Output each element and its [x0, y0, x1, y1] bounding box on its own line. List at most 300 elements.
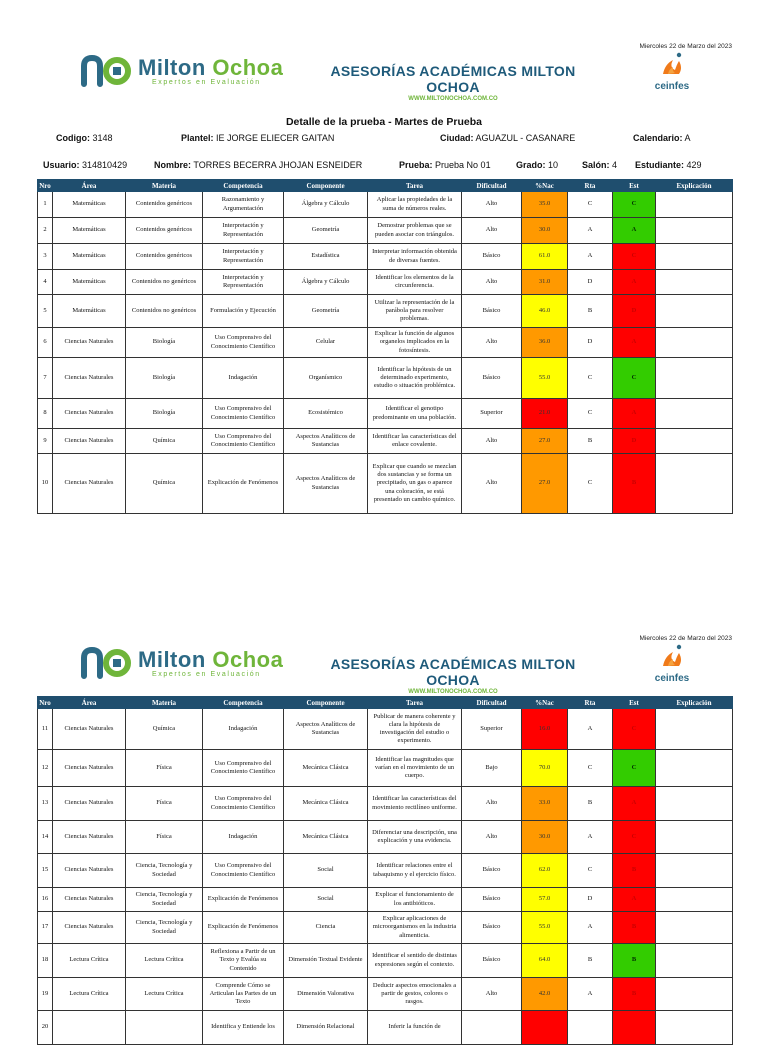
cell-est: A	[613, 787, 656, 821]
column-header: Componente	[284, 697, 368, 709]
milton-ochoa-logo	[80, 54, 283, 88]
cell-materia: Física	[126, 750, 203, 787]
cell-nac: 27.0	[522, 429, 568, 454]
cell-nac: 27.0	[522, 454, 568, 514]
cell-explicacion	[656, 244, 733, 270]
table-row	[38, 429, 733, 454]
table-row	[38, 192, 733, 218]
column-header: Explicación	[656, 180, 733, 192]
cell-explicacion	[656, 821, 733, 854]
info-salon: Salón: 4	[582, 160, 618, 170]
cell-dificultad	[462, 1011, 522, 1045]
cell-area: Matemáticas	[53, 295, 126, 328]
cell-nac: 31.0	[522, 270, 568, 295]
cell-competencia: Indagación	[203, 358, 284, 399]
cell-est: C	[613, 709, 656, 750]
cell-rta: B	[568, 429, 613, 454]
table-row	[38, 218, 733, 244]
report-date: Miercoles 22 de Marzo del 2023	[639, 635, 732, 642]
cell-rta: D	[568, 270, 613, 295]
cell-competencia: Indagación	[203, 709, 284, 750]
cell-area: Matemáticas	[53, 192, 126, 218]
cell-materia: Contenidos no genéricos	[126, 270, 203, 295]
milton-ochoa-logo	[80, 646, 283, 680]
cell-dificultad: Alto	[462, 429, 522, 454]
cell-materia: Contenidos genéricos	[126, 192, 203, 218]
cell-area: Ciencias Naturales	[53, 399, 126, 429]
banner-title: ASESORÍAS ACADÉMICAS MILTON OCHOA	[330, 656, 576, 688]
cell-est	[613, 1011, 656, 1045]
column-header: Dificultad	[462, 180, 522, 192]
cell-dificultad: Básico	[462, 854, 522, 888]
cell-explicacion	[656, 709, 733, 750]
cell-materia: Contenidos genéricos	[126, 218, 203, 244]
banner	[312, 656, 594, 695]
cell-nac: 33.0	[522, 787, 568, 821]
cell-explicacion	[656, 192, 733, 218]
cell-tarea: Identificar relaciones entre el tabaquismo y el ejercicio físico.	[368, 854, 462, 888]
cell-dificultad: Básico	[462, 295, 522, 328]
table-row	[38, 270, 733, 295]
table-row	[38, 978, 733, 1011]
table-row	[38, 750, 733, 787]
info-prueba: Prueba: Prueba No 01	[399, 160, 491, 170]
info-grado: Grado: 10	[516, 160, 559, 170]
cell-est: C	[613, 821, 656, 854]
cell-rta: A	[568, 244, 613, 270]
cell-materia: Biología	[126, 328, 203, 358]
cell-competencia: Explicación de Fenómenos	[203, 454, 284, 514]
column-header: Est	[613, 180, 656, 192]
ceinfes-text: ceinfes	[654, 673, 690, 684]
cell-area: Ciencias Naturales	[53, 912, 126, 944]
row-number: 13	[38, 787, 53, 821]
cell-tarea: Identificar las magnitudes que varían en el movimiento de un cuerpo.	[368, 750, 462, 787]
column-header: %Nac	[522, 697, 568, 709]
row-number: 17	[38, 912, 53, 944]
logo-name-b: Ochoa	[212, 646, 284, 672]
cell-materia: Química	[126, 709, 203, 750]
info-usuario: Usuario: 314810429	[43, 160, 128, 170]
row-number: 5	[38, 295, 53, 328]
cell-area: Lectura Crítica	[53, 944, 126, 978]
cell-tarea: Identificar las características del movimiento rectilíneo uniforme.	[368, 787, 462, 821]
table-row	[38, 912, 733, 944]
cell-area: Ciencias Naturales	[53, 358, 126, 399]
banner-title: ASESORÍAS ACADÉMICAS MILTON OCHOA	[330, 63, 576, 95]
column-header: Dificultad	[462, 697, 522, 709]
table-row	[38, 944, 733, 978]
cell-componente: Celular	[284, 328, 368, 358]
cell-nac	[522, 1011, 568, 1045]
cell-competencia: Identifica y Entiende los	[203, 1011, 284, 1045]
cell-nac: 62.0	[522, 854, 568, 888]
column-header: Componente	[284, 180, 368, 192]
cell-competencia: Uso Comprensivo del Conocimiento Científico	[203, 854, 284, 888]
cell-nac: 30.0	[522, 821, 568, 854]
row-number: 3	[38, 244, 53, 270]
cell-componente: Álgebra y Cálculo	[284, 192, 368, 218]
info-codigo: Codigo: 3148	[56, 133, 113, 143]
column-header: Tarea	[368, 697, 462, 709]
ceinfes-text: ceinfes	[654, 81, 690, 92]
cell-area: Ciencias Naturales	[53, 888, 126, 912]
cell-materia: Biología	[126, 358, 203, 399]
cell-competencia: Razonamiento y Argumentación	[203, 192, 284, 218]
column-header: Área	[53, 697, 126, 709]
column-header: Tarea	[368, 180, 462, 192]
flame-icon	[659, 644, 685, 670]
cell-explicacion	[656, 454, 733, 514]
cell-rta: A	[568, 978, 613, 1011]
cell-dificultad: Básico	[462, 912, 522, 944]
table-row	[38, 787, 733, 821]
cell-dificultad: Alto	[462, 328, 522, 358]
info-estudiante: Estudiante: 429	[635, 160, 702, 170]
column-header: Materia	[126, 180, 203, 192]
cell-tarea: Identificar las características del enlace covalente.	[368, 429, 462, 454]
cell-area: Ciencias Naturales	[53, 454, 126, 514]
cell-area: Matemáticas	[53, 270, 126, 295]
cell-est: A	[613, 888, 656, 912]
cell-nac: 61.0	[522, 244, 568, 270]
table-row	[38, 888, 733, 912]
results-table-1	[37, 179, 733, 514]
cell-rta: A	[568, 912, 613, 944]
cell-est: C	[613, 244, 656, 270]
info-nombre: Nombre: TORRES BECERRA JHOJAN ESNEIDER	[154, 160, 363, 170]
row-number: 8	[38, 399, 53, 429]
cell-dificultad: Alto	[462, 978, 522, 1011]
cell-tarea: Deducir aspectos emocionales a partir de gestos, colores o rasgos.	[368, 978, 462, 1011]
info-plantel: Plantel: IE JORGE ELIECER GAITAN	[181, 133, 335, 143]
row-number: 18	[38, 944, 53, 978]
cell-tarea: Explicar la función de algunos organelos implicados en la fotosíntesis.	[368, 328, 462, 358]
cell-explicacion	[656, 429, 733, 454]
column-header: %Nac	[522, 180, 568, 192]
column-header: Competencia	[203, 697, 284, 709]
cell-nac: 64.0	[522, 944, 568, 978]
table-header-row	[38, 697, 733, 709]
cell-tarea: Explicar aplicaciones de microorganismos en la industria alimenticia.	[368, 912, 462, 944]
cell-tarea: Utilizar la representación de la parábola para resolver problemas.	[368, 295, 462, 328]
cell-nac: 16.0	[522, 709, 568, 750]
cell-competencia: Uso Comprensivo del Conocimiento Científico	[203, 328, 284, 358]
cell-area: Ciencias Naturales	[53, 854, 126, 888]
cell-rta: B	[568, 295, 613, 328]
cell-dificultad: Alto	[462, 787, 522, 821]
cell-competencia: Formulación y Ejecución	[203, 295, 284, 328]
cell-materia	[126, 1011, 203, 1045]
cell-componente: Geometría	[284, 295, 368, 328]
cell-materia: Lectura Crítica	[126, 944, 203, 978]
row-number: 15	[38, 854, 53, 888]
cell-competencia: Interpretación y Representación	[203, 244, 284, 270]
cell-dificultad: Básico	[462, 358, 522, 399]
cell-materia: Lectura Crítica	[126, 978, 203, 1011]
cell-explicacion	[656, 854, 733, 888]
cell-componente: Dimensión Relacional	[284, 1011, 368, 1045]
cell-componente: Geometría	[284, 218, 368, 244]
cell-est: B	[613, 912, 656, 944]
cell-tarea: Identificar el sentido de distintas expresiones según el contexto.	[368, 944, 462, 978]
cell-competencia: Explicación de Fenómenos	[203, 888, 284, 912]
cell-dificultad: Alto	[462, 454, 522, 514]
info-ciudad: Ciudad: AGUAZUL - CASANARE	[440, 133, 576, 143]
cell-area: Ciencias Naturales	[53, 821, 126, 854]
cell-explicacion	[656, 218, 733, 244]
cell-explicacion	[656, 944, 733, 978]
cell-dificultad: Alto	[462, 192, 522, 218]
logo-name-b: Ochoa	[212, 54, 284, 80]
cell-est: B	[613, 454, 656, 514]
row-number: 12	[38, 750, 53, 787]
cell-explicacion	[656, 750, 733, 787]
cell-dificultad: Alto	[462, 218, 522, 244]
column-header: Área	[53, 180, 126, 192]
ceinfes-logo	[652, 52, 692, 92]
cell-rta: C	[568, 854, 613, 888]
cell-est: C	[613, 750, 656, 787]
cell-nac: 70.0	[522, 750, 568, 787]
cell-componente: Estadística	[284, 244, 368, 270]
mo-logo-icon	[80, 54, 132, 88]
column-header: Explicación	[656, 697, 733, 709]
logo-name-a: Milton	[138, 54, 213, 80]
row-number: 10	[38, 454, 53, 514]
banner-url: WWW.MILTONOCHOA.COM.CO	[408, 96, 498, 102]
cell-materia: Ciencia, Tecnología y Sociedad	[126, 854, 203, 888]
cell-nac: 36.0	[522, 328, 568, 358]
cell-rta: C	[568, 750, 613, 787]
cell-tarea: Identificar el genotipo predominante en una población.	[368, 399, 462, 429]
banner-url: WWW.MILTONOCHOA.COM.CO	[408, 689, 498, 695]
row-number: 14	[38, 821, 53, 854]
cell-nac: 57.0	[522, 888, 568, 912]
cell-tarea: Explicar que cuando se mezclan dos sustancias y se forma un precipitado, un gas o aparece una coloración, se está presentado un cambio químico.	[368, 454, 462, 514]
cell-componente: Organísmico	[284, 358, 368, 399]
row-number: 6	[38, 328, 53, 358]
cell-area	[53, 1011, 126, 1045]
cell-componente: Ecosistémico	[284, 399, 368, 429]
cell-rta: C	[568, 454, 613, 514]
cell-componente: Dimensión Textual Evidente	[284, 944, 368, 978]
table-header-row	[38, 180, 733, 192]
cell-materia: Física	[126, 821, 203, 854]
report-date: Miercoles 22 de Marzo del 2023	[639, 43, 732, 50]
table-row	[38, 709, 733, 750]
row-number: 9	[38, 429, 53, 454]
cell-dificultad: Superior	[462, 709, 522, 750]
table-row	[38, 821, 733, 854]
cell-competencia: Uso Comprensivo del Conocimiento Científico	[203, 787, 284, 821]
cell-nac: 35.0	[522, 192, 568, 218]
cell-componente: Álgebra y Cálculo	[284, 270, 368, 295]
cell-competencia: Reflexiona a Partir de un Texto y Evalúa su Contenido	[203, 944, 284, 978]
document-title: Detalle de la prueba - Martes de Prueba	[285, 116, 483, 128]
table-row	[38, 358, 733, 399]
cell-area: Matemáticas	[53, 244, 126, 270]
cell-est: A	[613, 218, 656, 244]
cell-competencia: Uso Comprensivo del Conocimiento Científico	[203, 750, 284, 787]
info-calendario: Calendario: A	[633, 133, 691, 143]
cell-area: Ciencias Naturales	[53, 709, 126, 750]
row-number: 20	[38, 1011, 53, 1045]
cell-dificultad: Básico	[462, 888, 522, 912]
cell-tarea: Inferir la función de	[368, 1011, 462, 1045]
banner	[312, 63, 594, 102]
cell-est: C	[613, 192, 656, 218]
cell-nac: 55.0	[522, 912, 568, 944]
cell-dificultad: Bajo	[462, 750, 522, 787]
cell-rta: B	[568, 787, 613, 821]
cell-tarea: Diferenciar una descripción, una explicación y una evidencia.	[368, 821, 462, 854]
column-header: Nro	[39, 698, 51, 707]
cell-explicacion	[656, 787, 733, 821]
table-row	[38, 854, 733, 888]
cell-explicacion	[656, 399, 733, 429]
cell-componente: Mecánica Clásica	[284, 787, 368, 821]
cell-dificultad: Superior	[462, 399, 522, 429]
cell-rta: A	[568, 709, 613, 750]
cell-est: D	[613, 295, 656, 328]
cell-competencia: Uso Comprensivo del Conocimiento Científico	[203, 399, 284, 429]
table-row	[38, 328, 733, 358]
column-header: Materia	[126, 697, 203, 709]
cell-materia: Contenidos genéricos	[126, 244, 203, 270]
cell-tarea: Identificar la hipótesis de un determinado experimento, estudio o situación problémica.	[368, 358, 462, 399]
cell-componente: Social	[284, 854, 368, 888]
cell-rta: B	[568, 944, 613, 978]
cell-materia: Química	[126, 429, 203, 454]
cell-area: Ciencias Naturales	[53, 787, 126, 821]
cell-materia: Química	[126, 454, 203, 514]
cell-tarea: Identificar los elementos de la circunferencia.	[368, 270, 462, 295]
cell-est: B	[613, 854, 656, 888]
cell-nac: 46.0	[522, 295, 568, 328]
cell-componente: Social	[284, 888, 368, 912]
table-row	[38, 244, 733, 270]
table-row	[38, 295, 733, 328]
table-row	[38, 399, 733, 429]
cell-materia: Contenidos no genéricos	[126, 295, 203, 328]
column-header: Est	[613, 697, 656, 709]
cell-est: D	[613, 429, 656, 454]
row-number: 4	[38, 270, 53, 295]
cell-est: A	[613, 270, 656, 295]
mo-logo-icon	[80, 646, 132, 680]
cell-componente: Aspectos Analíticos de Sustancias	[284, 429, 368, 454]
cell-explicacion	[656, 912, 733, 944]
cell-nac: 30.0	[522, 218, 568, 244]
cell-componente: Mecánica Clásica	[284, 750, 368, 787]
cell-area: Ciencias Naturales	[53, 429, 126, 454]
cell-tarea: Publicar de manera coherente y clara la hipótesis de investigación del estudio o experimento.	[368, 709, 462, 750]
cell-explicacion	[656, 358, 733, 399]
cell-componente: Aspectos Analíticos de Sustancias	[284, 709, 368, 750]
row-number: 19	[38, 978, 53, 1011]
row-number: 2	[38, 218, 53, 244]
cell-explicacion	[656, 270, 733, 295]
logo-tagline: Expertos en Evaluación	[152, 78, 261, 86]
cell-materia: Ciencia, Tecnología y Sociedad	[126, 888, 203, 912]
column-header: Rta	[568, 180, 613, 192]
cell-componente: Mecánica Clásica	[284, 821, 368, 854]
column-header: Rta	[568, 697, 613, 709]
cell-area: Matemáticas	[53, 218, 126, 244]
cell-competencia: Explicación de Fenómenos	[203, 912, 284, 944]
cell-est: B	[613, 978, 656, 1011]
cell-rta: C	[568, 399, 613, 429]
cell-dificultad: Básico	[462, 944, 522, 978]
cell-est: B	[613, 944, 656, 978]
flame-icon	[659, 52, 685, 78]
cell-tarea: Aplicar las propiedades de la suma de números reales.	[368, 192, 462, 218]
cell-tarea: Interpretar información obtenida de diversas fuentes.	[368, 244, 462, 270]
cell-competencia: Interpretación y Representación	[203, 218, 284, 244]
cell-rta: A	[568, 218, 613, 244]
cell-est: A	[613, 399, 656, 429]
cell-area: Lectura Crítica	[53, 978, 126, 1011]
cell-area: Ciencias Naturales	[53, 750, 126, 787]
cell-materia: Biología	[126, 399, 203, 429]
cell-materia: Ciencia, Tecnología y Sociedad	[126, 912, 203, 944]
cell-competencia: Interpretación y Representación	[203, 270, 284, 295]
cell-componente: Ciencia	[284, 912, 368, 944]
row-number: 16	[38, 888, 53, 912]
cell-dificultad: Alto	[462, 270, 522, 295]
row-number: 1	[38, 192, 53, 218]
column-header: Nro	[39, 181, 51, 190]
cell-est: A	[613, 328, 656, 358]
row-number: 11	[38, 709, 53, 750]
cell-nac: 55.0	[522, 358, 568, 399]
cell-componente: Dimensión Valorativa	[284, 978, 368, 1011]
results-table-2	[37, 696, 733, 1045]
row-number: 7	[38, 358, 53, 399]
cell-explicacion	[656, 328, 733, 358]
cell-materia: Física	[126, 787, 203, 821]
ceinfes-logo	[652, 644, 692, 684]
cell-rta: A	[568, 821, 613, 854]
cell-rta	[568, 1011, 613, 1045]
cell-area: Ciencias Naturales	[53, 328, 126, 358]
table-row	[38, 1011, 733, 1045]
cell-componente: Aspectos Analíticos de Sustancias	[284, 454, 368, 514]
cell-rta: C	[568, 358, 613, 399]
cell-rta: D	[568, 888, 613, 912]
cell-nac: 21.0	[522, 399, 568, 429]
cell-rta: D	[568, 328, 613, 358]
logo-tagline: Expertos en Evaluación	[152, 670, 261, 678]
cell-explicacion	[656, 888, 733, 912]
cell-competencia: Comprende Cómo se Articulan las Partes de un Texto	[203, 978, 284, 1011]
cell-competencia: Indagación	[203, 821, 284, 854]
table-row	[38, 454, 733, 514]
cell-est: C	[613, 358, 656, 399]
cell-dificultad: Alto	[462, 821, 522, 854]
logo-name-a: Milton	[138, 646, 213, 672]
cell-competencia: Uso Comprensivo del Conocimiento Científico	[203, 429, 284, 454]
cell-rta: C	[568, 192, 613, 218]
cell-nac: 42.0	[522, 978, 568, 1011]
cell-explicacion	[656, 978, 733, 1011]
cell-tarea: Explicar el funcionamiento de los antibióticos.	[368, 888, 462, 912]
column-header: Competencia	[203, 180, 284, 192]
cell-dificultad: Básico	[462, 244, 522, 270]
cell-explicacion	[656, 1011, 733, 1045]
cell-tarea: Demostrar problemas que se pueden asociar con triángulos.	[368, 218, 462, 244]
